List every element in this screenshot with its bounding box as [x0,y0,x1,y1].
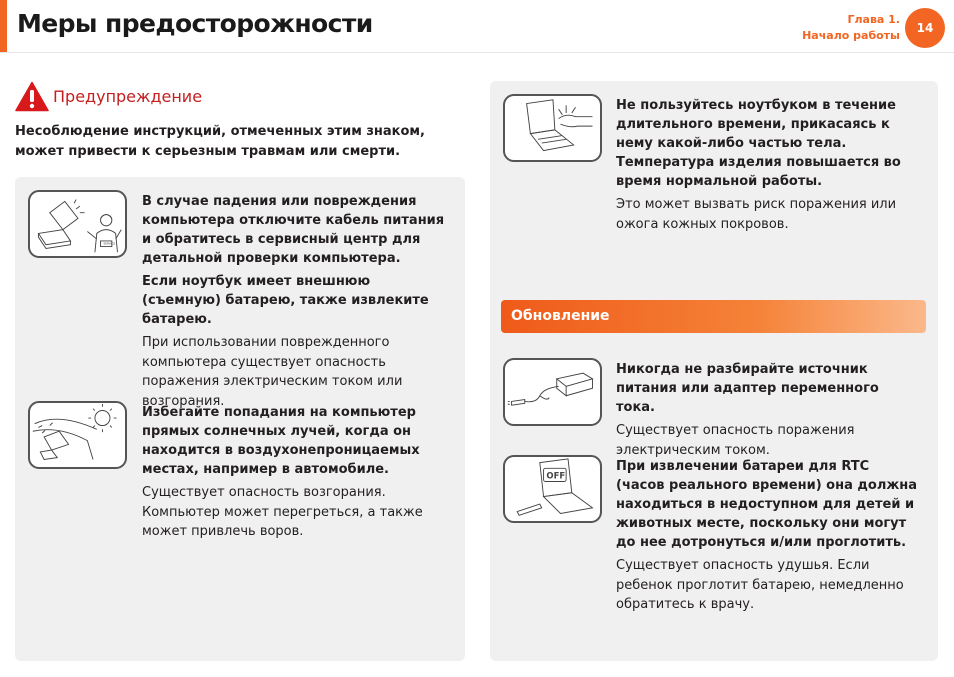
page-title: Меры предосторожности [17,9,373,38]
chapter-label [802,12,900,44]
header-accent-bar [0,0,7,52]
damage-warning-entry [142,192,447,411]
rtc-battery-warning-entry [616,457,921,615]
adapter-warning-text: Никогда не разбирайте источник питания или адаптер переменного тока. [616,362,879,415]
off-label: OFF [546,470,566,481]
damage-warning-note: При использовании поврежденного компьютера существует опасность поражения электрическим током или возгорания. [142,335,403,409]
page-number-badge: 14 [905,8,945,48]
chapter-title: Начало работы [802,29,900,42]
update-section-title: Обновление [511,308,610,324]
rtc-battery-illustration [503,455,602,523]
sunlight-warning-entry [142,403,447,542]
adapter-warning-entry [616,360,921,460]
update-section-header [501,300,926,333]
warning-text: Несоблюдение инструкций, отмеченных этим знаком, может привести к серьезным травмам или смерти. [15,124,425,159]
sunlight-warning-note: Существует опасность возгорания. Компьютер может перегреться, а также может привлечь воров. [142,485,423,539]
rtc-battery-warning-text: При извлечении батареи для RTC (часов реального времени) она должна находиться в недоступном для детей и животных месте, поскольку они могут до нее дотронуться и/или проглотить. [616,459,918,550]
damage-warning-text-2: Если ноутбук имеет внешнюю (съемную) батарею, также извлеките батарею. [142,274,429,327]
rtc-battery-warning-note: Существует опасность удушья. Если ребенок проглотит батарею, немедленно обратитесь к врачу. [616,558,904,612]
svg-text:SERVICE: SERVICE [103,241,116,246]
sunlight-car-illustration [28,401,127,469]
body-contact-warning-entry [616,96,921,234]
header-divider [0,52,954,53]
body-contact-warning-text: Не пользуйтесь ноутбуком в течение длительного времени, прикасаясь к нему какой-либо частью тела. Температура изделия повышается во время нормальной работы. [616,98,901,189]
warning-triangle-icon [15,81,49,112]
chapter-number: Глава 1. [847,13,900,26]
laptop-drop-illustration [28,190,127,258]
warning-title: Предупреждение [53,87,203,106]
sunlight-warning-text: Избегайте попадания на компьютер прямых солнечных лучей, когда он находится в воздухонепроницаемых местах, например в автомобиле. [142,405,420,477]
laptop-heat-illustration [503,94,602,162]
power-adapter-illustration [503,358,602,426]
adapter-warning-note: Существует опасность поражения электрическим током. [616,423,855,458]
body-contact-warning-note: Это может вызвать риск поражения или ожога кожных покровов. [616,197,897,232]
damage-warning-text-1: В случае падения или повреждения компьютера отключите кабель питания и обратитесь в сервисный центр для детальной проверки компьютера. [142,194,445,266]
